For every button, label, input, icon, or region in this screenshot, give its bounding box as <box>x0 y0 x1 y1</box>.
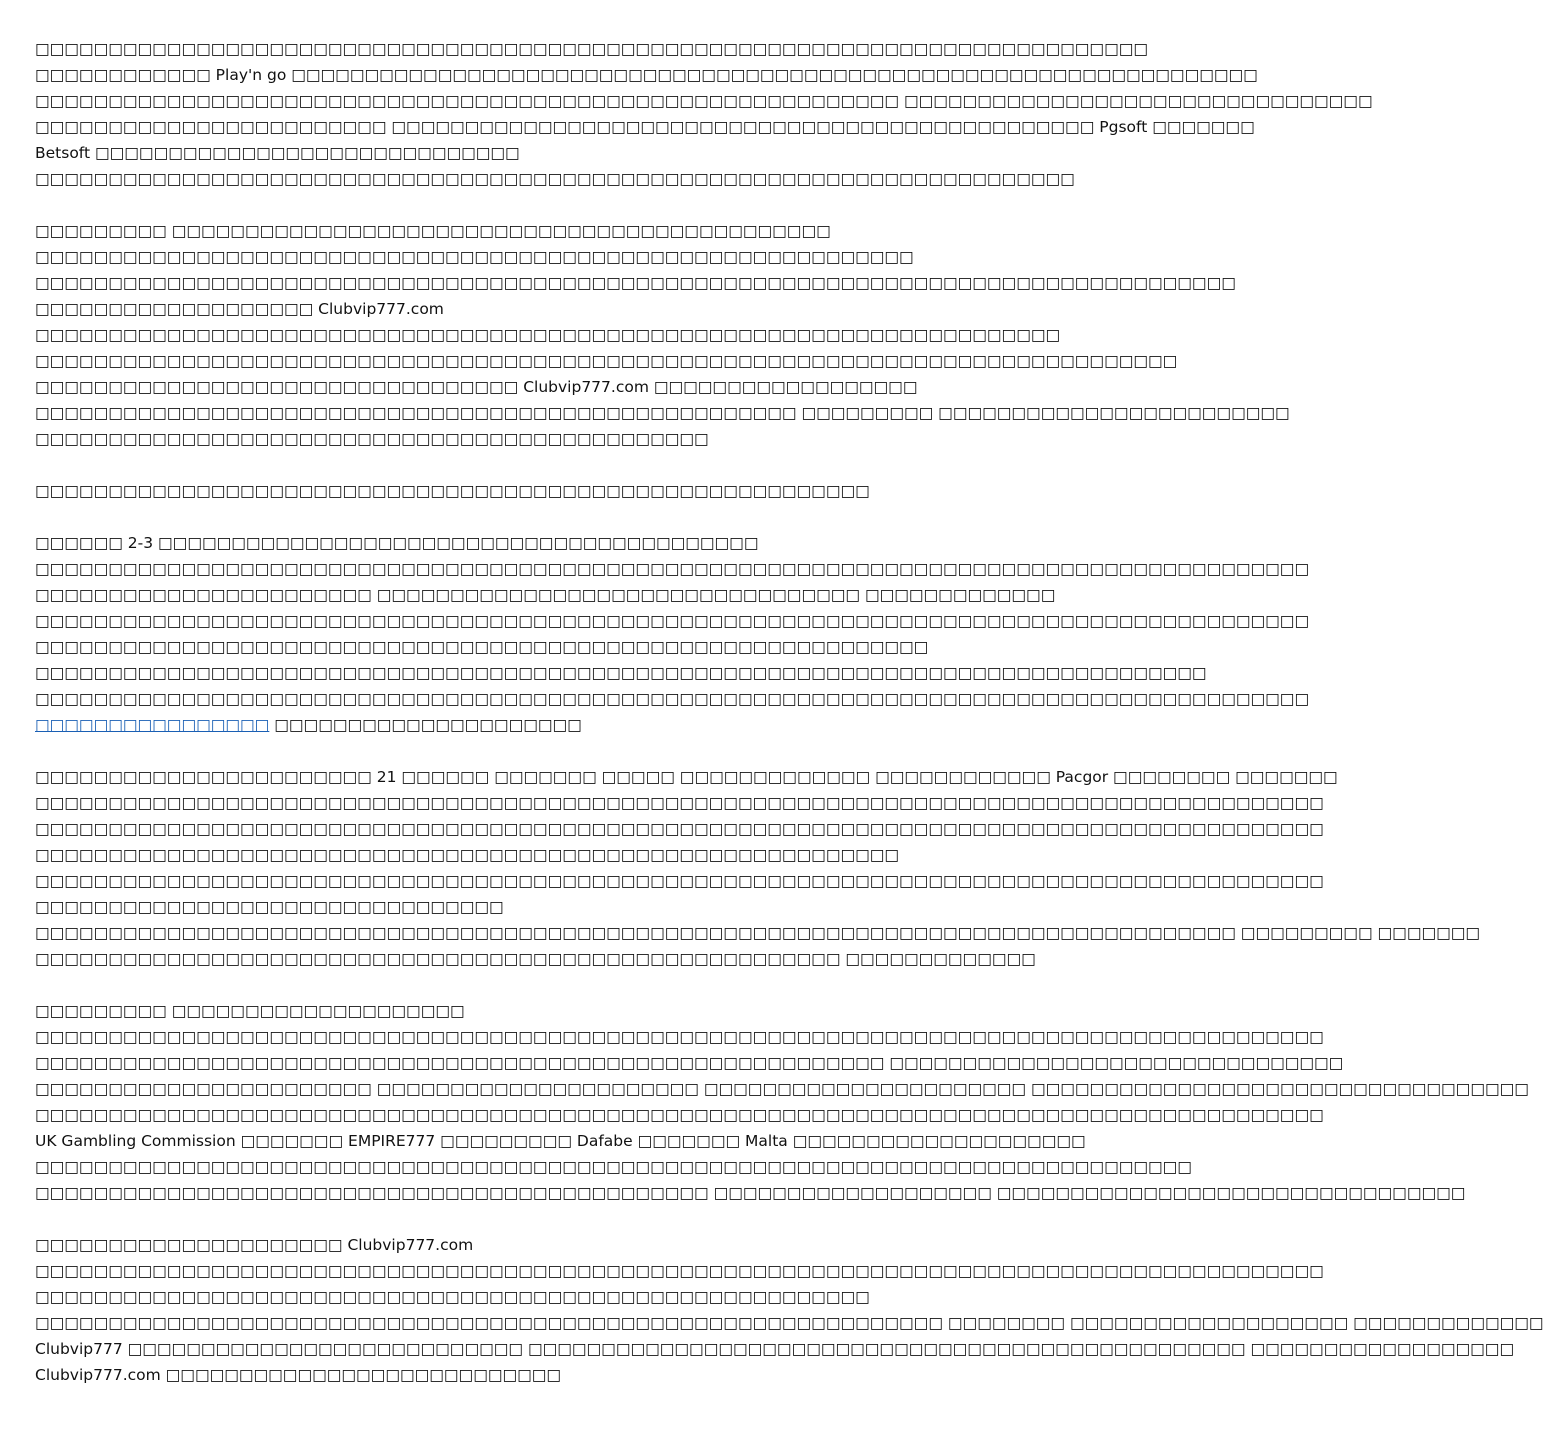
text-line: □□□□□□□□□□□□□□□□□□□□□□□□□□□□□□□□□ Clubvip777.com □□□□□□□□□□□□□□□□□□ <box>35 378 918 396</box>
text-line: □□□□□□□□□□□□□□□□□□□□□ Clubvip777.com <box>35 1236 474 1254</box>
text-line: □□□□□□□□□□□□□□□□□□□□□□□□□□□□□□□□□□□□□□□□□□□□□□□□□□□□□□□□□□□□□□□□□□□□□□□□□□□□□□ <box>35 352 1178 370</box>
link-line <box>35 712 990 738</box>
paragraph-3 <box>35 478 990 504</box>
paragraph-7 <box>35 1232 1544 1388</box>
text-line: Betsoft □□□□□□□□□□□□□□□□□□□□□□□□□□□□□ <box>35 144 520 162</box>
text-line: □□□□□□□□□□□□□□□□□□□□□□□ □□□□□□□□□□□□□□□□□□□□□□ □□□□□□□□□□□□□□□□□□□□□□ □□□□□□□□□□□□□□□□□□□□□□□□□□□□□□□□□□ <box>35 1080 1529 1098</box>
text-line: □□□□□□□□□□□□□□□□□□□□□□□□□□□□□□□□□□□□□□□□□□□□□□□□□□□□□□□ □□□□□□□□□□□□□ <box>35 950 1036 968</box>
text-line: □□□□□□□□□□□□□□□□□□□□□□□□□□□□□□□□□□□□□□□□□□□□□□□□□□□□□□□□□□□□□□□□□□□□□□□□□□□□ <box>35 40 1149 58</box>
text-line: □□□□□□□□□□□□□□□□□□□□□□□□□□□□□□□□□□□□□□□□□□□□□□□□□□□□□□□□□□ □□□□□□□□□□□□□□□□□□□□□□□□□□□□□□□ <box>35 1054 1344 1072</box>
text-line: □□□□□□□□□□□□□□□□□□□□□□□□□□□□□□□□ <box>35 898 504 916</box>
text-line: □□□□□□□□□□□□□□□□□□□□□□□□□□□□□□□□□□□□□□□□□□□□□□□□□□□□□□□□□ <box>35 482 870 500</box>
text-line: □□□□□□□□□□□□□□□□□□□□□□□□□□□□□□□□□□□□□□□□□□□□□□□□□□□□□□□□□□□□□□□□□□□□□□□□□□□□□□□□□□□□□□□□ <box>35 1028 1324 1046</box>
text-line: □□□□□□□□□□□□□□□□□□□□□□□□□□□□□□□□□□□□□□□□□□□□□□□□□□□□ □□□□□□□□□ □□□□□□□□□□□□□□□□□□□□□□□□ <box>35 404 1290 422</box>
text-line: □□□□□□□□□□□□□□□□□□□□□□□ 21 □□□□□□ □□□□□□□ □□□□□ □□□□□□□□□□□□□ □□□□□□□□□□□□ Pacgor □□□□□□□□ □□□□□□□ <box>35 768 1338 786</box>
document-body <box>35 36 1544 1414</box>
paragraph-5 <box>35 764 1481 972</box>
inline-link[interactable]: □□□□□□□□□□□□□□□□ <box>35 716 270 734</box>
text-line: UK Gambling Commission □□□□□□□ EMPIRE777 □□□□□□□□□ Dafabe □□□□□□□ Malta □□□□□□□□□□□□□□□□□□□□ <box>35 1132 1086 1150</box>
paragraph-4 <box>35 530 1310 738</box>
text-line: □□□□□□□□□□□□□□□□□□□□□□□□□□□□□□□□□□□□□□□□□□□□□□□□□□□□□□□□□□□□□□□□□□□□□□□□□□□□□□□□□□□□□□□□ <box>35 872 1324 890</box>
paragraph-6 <box>35 998 1529 1206</box>
text-line: □□□□□□□□□ □□□□□□□□□□□□□□□□□□□□□□□□□□□□□□□□□□□□□□□□□□□□□ <box>35 222 831 240</box>
text-line: □□□□□□□□□□□□□□□□□□□□□□□□□□□□□□□□□□□□□□□□□□□□□□ □□□□□□□□□□□□□□□□□□□ □□□□□□□□□□□□□□□□□□□□□□□□□□□□□□□□ <box>35 1184 1466 1202</box>
text-line: □□□□□□□□□□□□□□□□□□□ Clubvip777.com <box>35 300 444 318</box>
text-line: □□□□□□ 2-3 □□□□□□□□□□□□□□□□□□□□□□□□□□□□□□□□□□□□□□□□□ <box>35 534 759 552</box>
text-line: □□□□□□□□□□□□□□□□□□□□□□□□□□□□□□□□□□□□□□□□□□□□□□□□□□□□□□□□□□□□□□□□□□□□□□□□□□□□□□□□□□ □□□□□□□□□ □□□□□□□ <box>35 924 1481 942</box>
text-line: □□□□□□□□□□□□□□□□□□□□□□□□□□□□□□□□□□□□□□□□□□□□□□□□□□□□□□□□□□□□□□□□□□□□□□□□□□□□□□□□□□□□□□□□ <box>35 794 1324 812</box>
text-line: □□□□□□□□□□□□ Play'n go □□□□□□□□□□□□□□□□□□□□□□□□□□□□□□□□□□□□□□□□□□□□□□□□□□□□□□□□□□□□□□□□□□ <box>35 66 1258 84</box>
text-line: □□□□□□□□□□□□□□□□□□□□□□□□□□□□□□□□□□□□□□□□□□□□□□□□□□□□□□□□□□□□□□□□□□□□□□□□□□□□□□□□□□□□□□□ <box>35 612 1310 630</box>
text-line: □□□□□□□□□ □□□□□□□□□□□□□□□□□□□□ <box>35 1002 465 1020</box>
text-line: Clubvip777.com □□□□□□□□□□□□□□□□□□□□□□□□□□□ <box>35 1366 562 1384</box>
text-line: □□□□□□□□□□□□□□□□□□□□□□□□□□□□□□□□□□□□□□□□□□□□□□□□□□□□□□□□□□□□□□□□□□□□□□□□□□□□□□□□□□□□□□□□ <box>35 1106 1324 1124</box>
text-line: Clubvip777 □□□□□□□□□□□□□□□□□□□□□□□□□□□ □□□□□□□□□□□□□□□□□□□□□□□□□□□□□□□□□□□□□□□□□□□□□□□□□ □□□□□□□□□□□□□□□□□□ <box>35 1340 1515 1358</box>
text-line: □□□□□□□□□□□□□□□□□□□□□□□□□□□□□□□□□□□□□□□□□□□□□□ <box>35 430 709 448</box>
text-line: □□□□□□□□□□□□□□□□□□□□□□□□□□□□□□□□□□□□□□□□□□□□□□□□□□□□□□□□□□□□□□□□□□□□□□□□□□□□□□□□□□□□□□□□ <box>35 1262 1324 1280</box>
paragraph-2 <box>35 218 1290 452</box>
text-line: □□□□□□□□□□□□□□□□□□□□□□□□□□□□□□□□□□□□□□□□□□□□□□□□□□□□□□□□□□□□□□□□□□□□□□□□□□□□□□□ <box>35 1158 1192 1176</box>
text-line: □□□□□□□□□□□□□□□□□□□□□□□□□□□□□□□□□□□□□□□□□□□□□□□□□□□□□□□□□□□ □□□□□□□□□□□□□□□□□□□□□□□□□□□□□□□□ <box>35 92 1373 110</box>
text-line: □□□□□□□□□□□□□□□□□□□□□□□□□□□□□□□□□□□□□□□□□□□□□□□□□□□□□□□□□□□□□ <box>35 638 929 656</box>
text-line: □□□□□□□□□□□□□□□□□□□□□□□□□□□□□□□□□□□□□□□□□□□□□□□□□□□□□□□□□□□□□□□□□□□□□□□□□□□□□□□□□□ <box>35 274 1236 292</box>
text-line: □□□□□□□□□□□□□□□□□□□□□□□□□□□□□□□□□□□□□□□□□□□□□□□□□□□□□□□□□□□□□□□□□□□□□□□□□□□□□□□□□□□□□□□ <box>35 560 1310 578</box>
text-line: □□□□□□□□□□□□□□□□□□□□□□□□□□□□□□□□□□□□□□□□□□□□□□□□□□□□□□□□□□□□□□□□□□□□□□□□□□□□□□□□ <box>35 664 1207 682</box>
text-line: □□□□□□□□□□□□□□□□□□□□□□□□□□□□□□□□□□□□□□□□□□□□□□□□□□□□□□□□□ <box>35 1288 870 1306</box>
link-trailing-text: □□□□□□□□□□□□□□□□□□□□□ <box>269 716 582 734</box>
text-line: □□□□□□□□□□□□□□□□□□□□□□□□ □□□□□□□□□□□□□□□□□□□□□□□□□□□□□□□□□□□□□□□□□□□□□□□□ Pgsoft □□□□□□□ <box>35 118 1255 136</box>
text-line: □□□□□□□□□□□□□□□□□□□□□□□□□□□□□□□□□□□□□□□□□□□□□□□□□□□□□□□□□□□□□□ □□□□□□□□ □□□□□□□□□□□□□□□□□□□ □□□□□□□□□□□□□ <box>35 1314 1544 1332</box>
text-line: □□□□□□□□□□□□□□□□□□□□□□□ □□□□□□□□□□□□□□□□□□□□□□□□□□□□□□□□□ □□□□□□□□□□□□□ <box>35 586 1056 604</box>
text-line: □□□□□□□□□□□□□□□□□□□□□□□□□□□□□□□□□□□□□□□□□□□□□□□□□□□□□□□□□□□□□□□□□□□□□□□□□□□□□□□□□□□□□□□□ <box>35 820 1324 838</box>
text-line: □□□□□□□□□□□□□□□□□□□□□□□□□□□□□□□□□□□□□□□□□□□□□□□□□□□□□□□□□□□□□□□□□□□□□□□□□□□□□□□□□□□□□□□ <box>35 690 1310 708</box>
text-line: □□□□□□□□□□□□□□□□□□□□□□□□□□□□□□□□□□□□□□□□□□□□□□□□□□□□□□□□□□□□□□□□□□□□□□□ <box>35 170 1075 188</box>
text-line: □□□□□□□□□□□□□□□□□□□□□□□□□□□□□□□□□□□□□□□□□□□□□□□□□□□□□□□□□□□□□□□□□□□□□□ <box>35 326 1061 344</box>
text-line: □□□□□□□□□□□□□□□□□□□□□□□□□□□□□□□□□□□□□□□□□□□□□□□□□□□□□□□□□□□□ <box>35 248 914 266</box>
text-line: □□□□□□□□□□□□□□□□□□□□□□□□□□□□□□□□□□□□□□□□□□□□□□□□□□□□□□□□□□□ <box>35 846 900 864</box>
paragraph-1 <box>35 36 1373 192</box>
